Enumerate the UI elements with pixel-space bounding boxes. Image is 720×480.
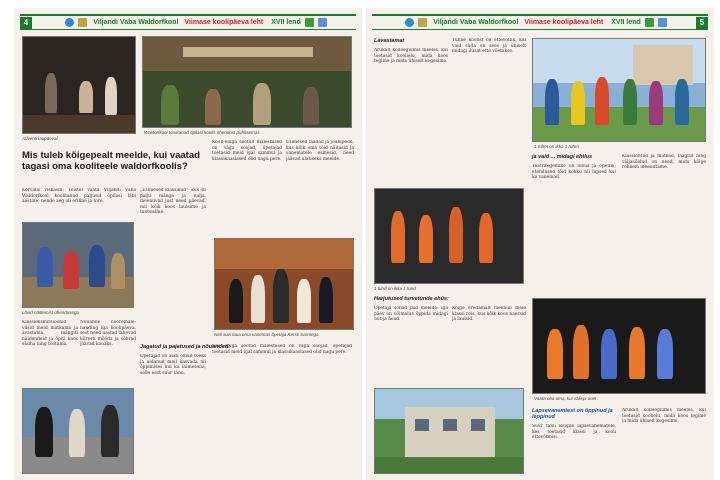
book-icon-2: [318, 18, 327, 27]
book-icon: [78, 18, 87, 27]
left-col-text: [22, 320, 78, 380]
caption-top-left: Adventi laupäeval: [22, 136, 58, 141]
caption-mid-left: 1 tund on ikka 1 tund: [374, 286, 416, 291]
right-header: [372, 14, 708, 30]
left-list-text: [140, 354, 206, 472]
book-icon: [418, 18, 427, 27]
paragraph: Esimesed laadad ja jõulupeod, kus kõik oma töid näitasid ja vanematele esinesid, need jäävad alatiseks meelde.: [286, 140, 354, 162]
paragraph: Õpetaja sõnad jäid meelde: iga päev on võimalus õppida midagi uut ja head.: [374, 306, 448, 323]
paragraph: Kõige eredamalt meenub meie klassi reis, kus kõik koos naersid ja laulsid.: [452, 306, 526, 323]
paragraph: Klassiõhtud ja matkad, laagrid ning väljasõidud on need, mida kõige rohkem meenutame.: [622, 154, 706, 171]
photo-costumed-children: [22, 222, 134, 308]
left-mid-text: [212, 140, 282, 220]
caption-top-right: 1 rühm on ikka 1 rühm: [534, 144, 579, 149]
left-header: [20, 14, 356, 30]
left-intro-text: [22, 188, 136, 218]
photo-dancers-stage: [532, 298, 706, 394]
caption-top-right: Waldorfkool tervitanud õpilasi koolis ühendust pühitsemas: [144, 130, 260, 135]
photo-audience-hall: [142, 36, 352, 128]
right-col-2: [452, 38, 526, 168]
left-mid-text-2: [286, 140, 354, 220]
right-col-8: [622, 408, 706, 476]
school-name: Viljandi Vaba Waldorfkool: [93, 19, 179, 26]
paragraph: Kooli-eluga seotud mälestused on väga soojad, õpetajad toetasid meid igal sammul ja klassikaaslased olid nagu pere.: [212, 344, 352, 355]
photo-stage-actors: [22, 388, 134, 474]
right-col-5: [374, 306, 448, 382]
issue-label-right: XVII lend: [611, 19, 641, 26]
globe-icon: [405, 18, 414, 27]
caption-mid-right: Neli suvi laua oma vanemas õpetaja Kersti Sarmega: [214, 332, 319, 337]
paper-name: Viimase koolipäeva leht: [184, 19, 264, 26]
paragraph: Arukalt kolleegiumis meeles, kui toetasid koolielu, mida koos tegime ja mida ühiselt kogesime.: [374, 48, 448, 65]
right-col-3: [532, 164, 616, 294]
paragraph: Kooli-eluga seotud mälestused on väga soojad, õpetajad toetasid meid igal sammul ja klassikaaslased olid nagu pere.: [212, 140, 282, 162]
paragraph: Arukalt kolleegiumis meeles, kui toetasid koolielu, mida koos tegime ja mida ühiselt kogesime.: [622, 408, 706, 425]
school-name-right: Viljandi Vaba Waldorfkool: [433, 19, 519, 26]
globe-icon: [65, 18, 74, 27]
paragraph: Kõrvalis viskasin: Teistel vaata Viljandi Vaba Waldorfkool koolitanud paljusid õpilasi läbi aastate, nende aeg oli eriline ja tore.: [22, 188, 136, 205]
left-page-number: 4: [20, 17, 32, 29]
paragraph: Teatritegemine oli lõbus ja õpetlik, etendused tõid kokku nii lapsed kui ka vanemad.: [532, 164, 616, 181]
left-col-text-2: [80, 320, 136, 380]
paper-name-right: Viimase koolipäeva leht: [524, 19, 604, 26]
paragraph: Nõuanne nooremale: nauding iga koolipäeva, sest need aastad lähevad kiiresti mööda ja sõbrad jäävad kauaks.: [80, 320, 136, 348]
section-head-1: Lavastamat: [374, 38, 405, 44]
left-list-text-2: [212, 344, 352, 472]
paragraph: Suur tänu kõigile lapsevanematele, kes toetasid klassi ja kooli ettevõtmisi.: [532, 424, 616, 441]
left-page: [14, 8, 362, 480]
right-col-1: [374, 48, 448, 168]
right-page: [366, 8, 714, 480]
right-page-number: 5: [696, 17, 708, 29]
caption-mid-right: Vaata oba oma, kui välispi unel: [534, 396, 597, 401]
photo-outdoor-group: [532, 38, 706, 142]
section-head-3: Harjutused turvetunde ehüs:: [374, 296, 449, 302]
leaf-icon: [305, 18, 314, 27]
photo-dancers-orange: [374, 188, 524, 284]
book-icon-2: [658, 18, 667, 27]
issue-label: XVII lend: [271, 19, 301, 26]
paragraph: Klassiekskursioonid viisid meid matkama ja avastama, mängiti näidendeid ja õpiti koos elama ning töötama.: [22, 320, 78, 348]
section-head-4: Lapsevanemtest on õppinud ja leppinud: [532, 408, 613, 420]
section-head-2: ja vaid ... midagi ehtlus: [532, 154, 593, 160]
caption-mid-left: Lõvid näitlemist ühendusega: [22, 310, 80, 315]
paragraph: Õpetajad on alati olnud toeks ja aidanud meil kasvada nii õppimises kui ka inimesena, selle eest suur tänu.: [140, 354, 206, 376]
article-title: Mis tuleb kõigepealt meelde, kui vaatad tagasi oma kooliteele waldorfkoolis?: [22, 150, 200, 172]
right-col-6: [452, 306, 526, 382]
paragraph: „Esimesed klassikud”, kus oli palju mänge ja nalja, meenuvad just need päevad, mil kõik koos laulsime ja tantsisime.: [140, 188, 206, 216]
photo-stage-performance: [22, 36, 136, 134]
left-intro-text-2: [140, 188, 206, 218]
section-head-left: Jagatud ja pajatused ja nõuanded:: [140, 344, 231, 350]
leaf-icon: [645, 18, 654, 27]
paragraph: Tunne koolist on ettevõtlik, kui vaid süda on sees ja ühiselt midagi ilusat ette võetakse.: [452, 38, 526, 55]
photo-school-building: [374, 388, 524, 474]
photo-group-teacher: [214, 238, 354, 330]
right-col-7: [532, 424, 616, 476]
right-col-4: [622, 154, 706, 294]
